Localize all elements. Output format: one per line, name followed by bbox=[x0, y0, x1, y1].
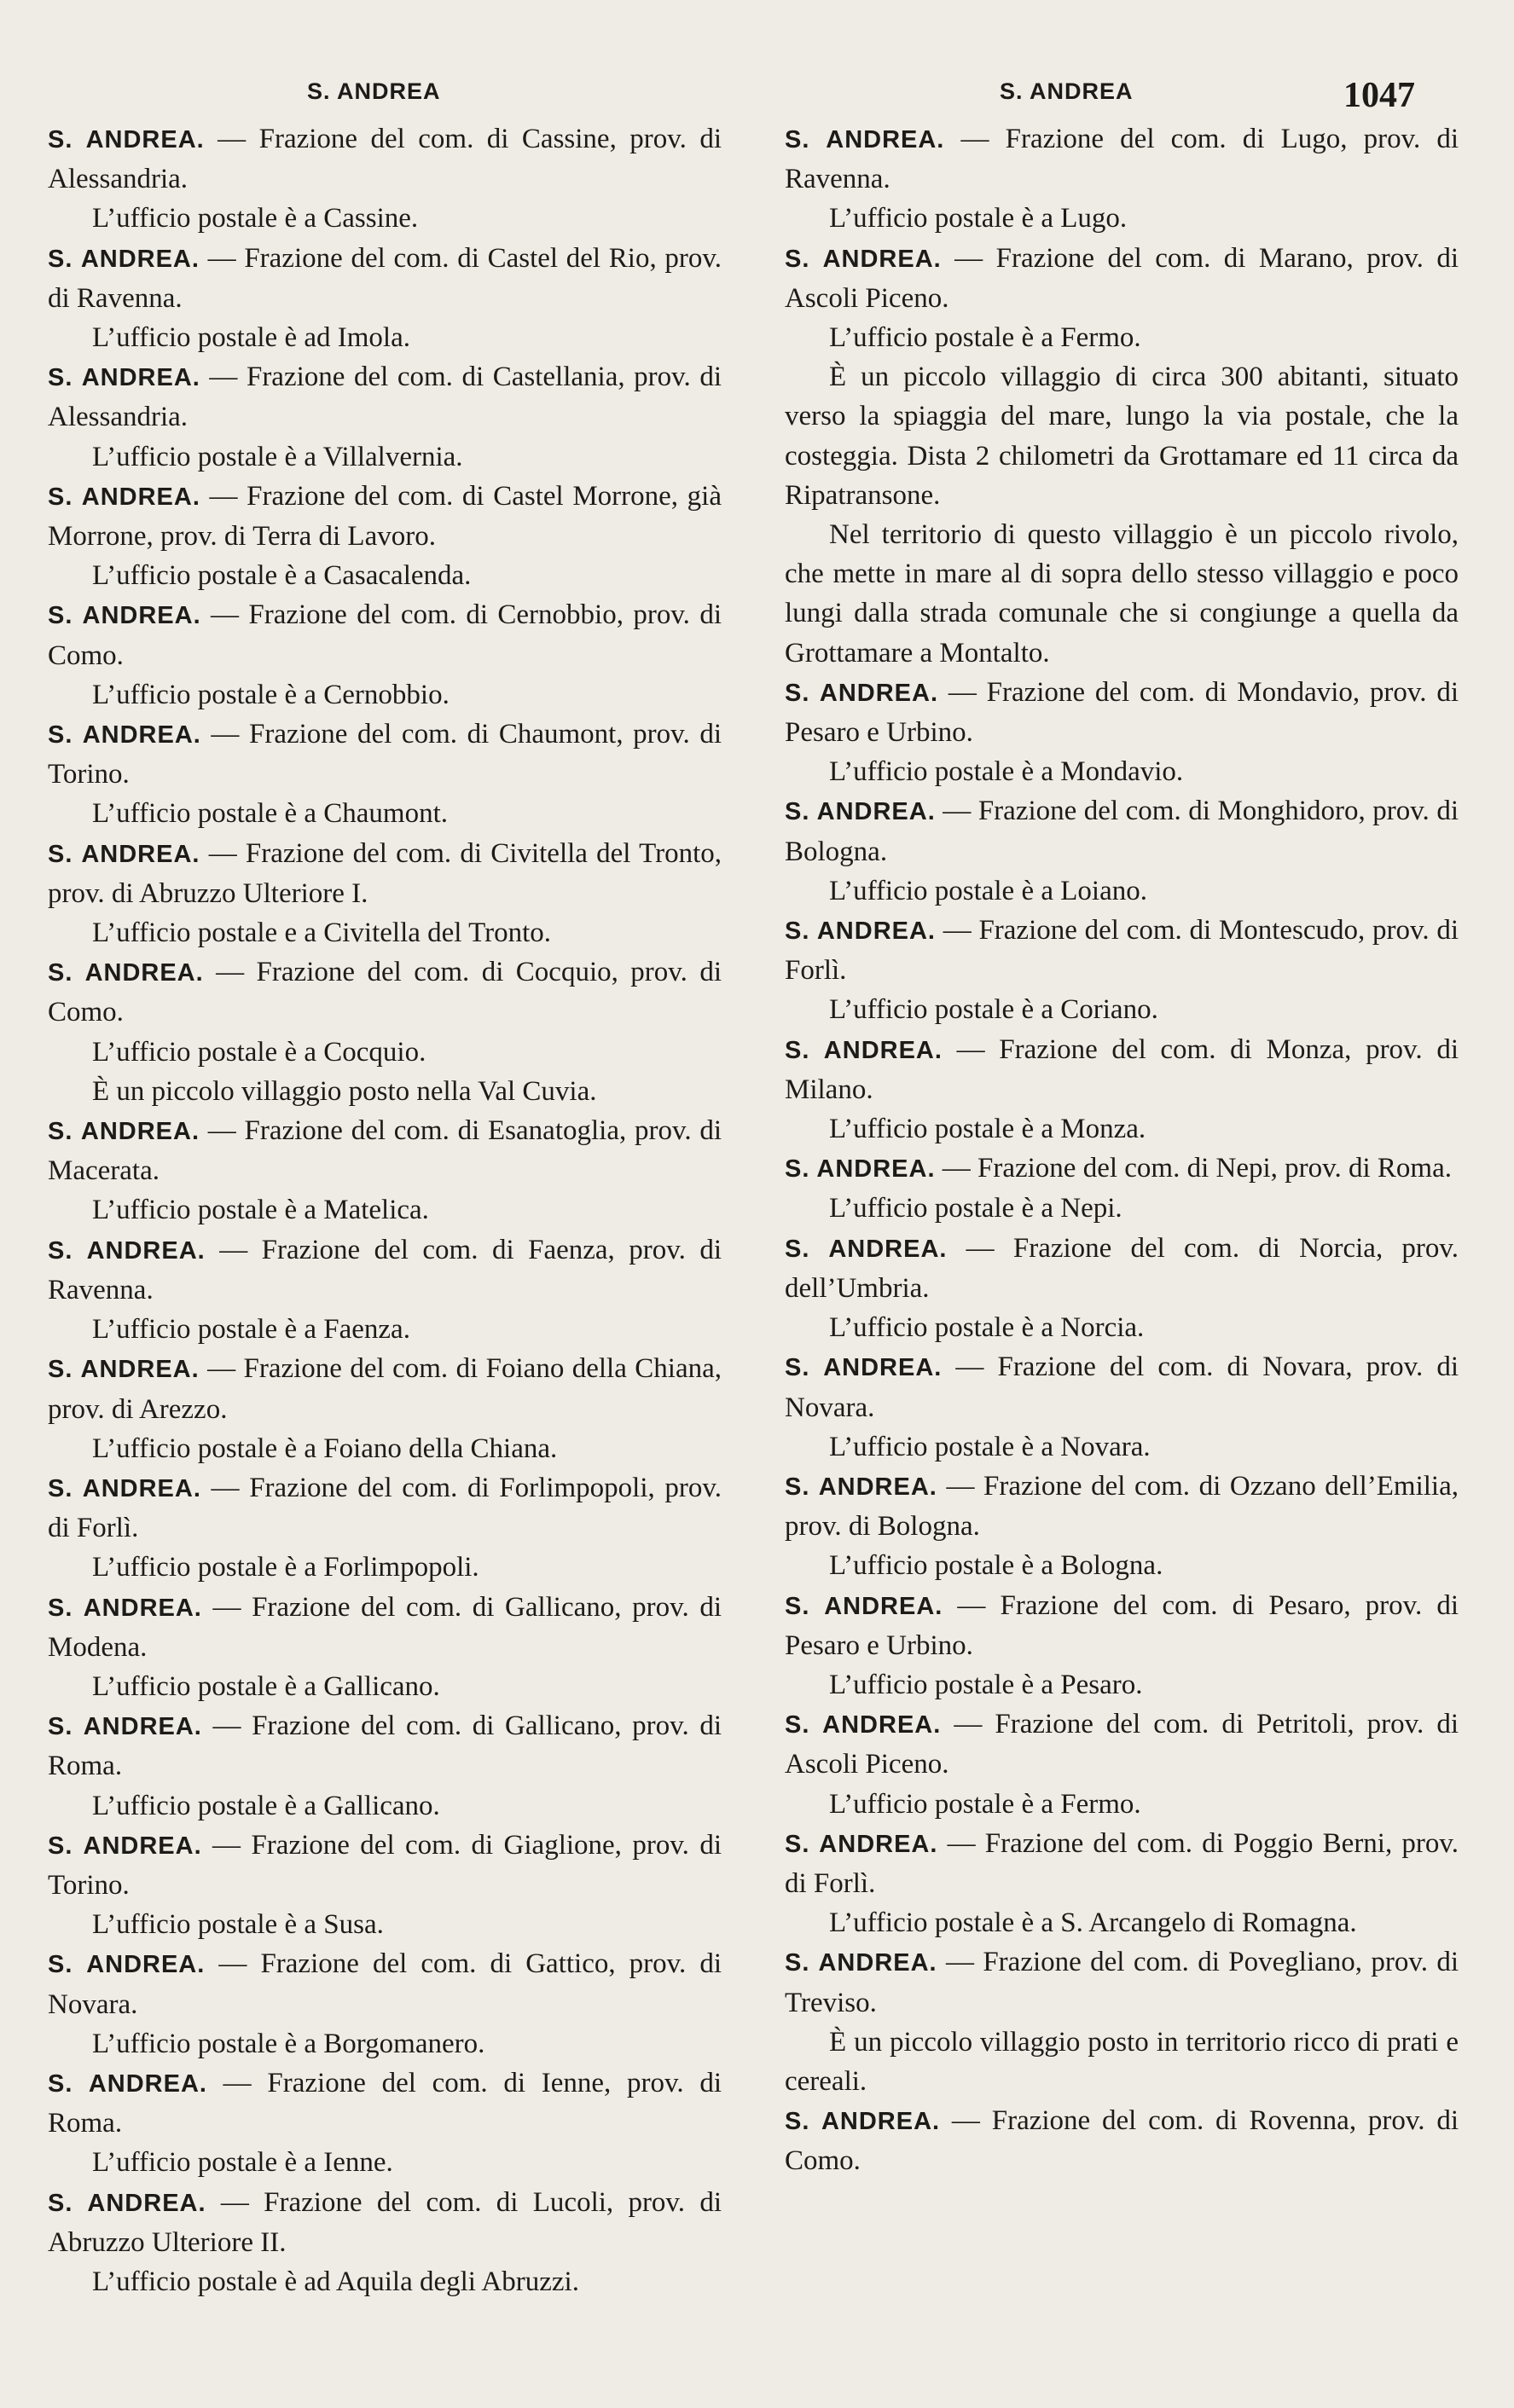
entry bbox=[48, 1349, 722, 1428]
entry-heading: S. ANDREA. bbox=[785, 126, 945, 153]
note-paragraph: L’ufficio postale è a Norcia. bbox=[829, 1312, 1145, 1344]
note-paragraph: L’ufficio postale è a Cernobbio. bbox=[92, 679, 450, 710]
entry-heading: S. ANDREA. bbox=[785, 2108, 941, 2136]
entry-text: — Frazione del com. di Povegliano, prov. di Treviso. bbox=[785, 1947, 1459, 2018]
entry bbox=[785, 791, 1459, 871]
entry bbox=[785, 1942, 1459, 2022]
entry-text: — Frazione del com. di Gattico, prov. di Novara. bbox=[48, 1948, 722, 2020]
entry bbox=[48, 1944, 722, 2023]
page-number: 1047 bbox=[1343, 76, 1415, 115]
entry-text: — Frazione del com. di Castel del Rio, prov. di Ravenna. bbox=[48, 242, 722, 314]
entry-text: — Frazione del com. di Monghidoro, prov. di Bologna. bbox=[785, 796, 1459, 867]
entry bbox=[785, 1467, 1459, 1546]
entry-heading: S. ANDREA. bbox=[785, 1830, 938, 1858]
entry-text: — Frazione del com. di Mondavio, prov. di Pesaro e Urbino. bbox=[785, 676, 1459, 749]
entry bbox=[785, 1347, 1459, 1427]
entry-text: — Frazione del com. di Rovenna, prov. di Como. bbox=[785, 2105, 1459, 2177]
note-paragraph: L’ufficio postale è a Coriano. bbox=[829, 994, 1158, 1026]
entry-text: — Frazione del com. di Castel Morrone, già Morrone, prov. di Terra di Lavoro. bbox=[48, 480, 722, 553]
note-paragraph: L’ufficio postale è a Forlimpopoli. bbox=[92, 1552, 479, 1583]
entry bbox=[785, 239, 1459, 318]
entry bbox=[48, 1111, 722, 1190]
entry-heading: S. ANDREA. bbox=[48, 721, 201, 750]
note-paragraph: L’ufficio postale è a Loiano. bbox=[829, 875, 1147, 906]
note-paragraph: L’ufficio postale è a Lugo. bbox=[829, 203, 1128, 234]
entry-text: — Frazione del com. di Foiano della Chiana, prov. di Arezzo. bbox=[48, 1353, 722, 1425]
entry-heading: S. ANDREA. bbox=[48, 483, 200, 511]
note-paragraph: Nel territorio di questo villaggio è un piccolo rivolo, che mette in mare al di sopra dello stesso villaggio e poco lungi dalla strada comunale che si congiunge a quella da Grottamare a Montalto. bbox=[785, 519, 1459, 669]
entry bbox=[48, 2064, 722, 2143]
entry bbox=[785, 673, 1459, 752]
entry bbox=[785, 911, 1459, 990]
entry-heading: S. ANDREA. bbox=[48, 1832, 202, 1860]
note-paragraph: L’ufficio postale è a Foiano della Chiana. bbox=[92, 1433, 558, 1464]
entry-text: — Frazione del com. di Norcia, prov. dell’Umbria. bbox=[785, 1232, 1459, 1304]
note-paragraph: L’ufficio postale è a Matelica. bbox=[92, 1195, 429, 1226]
entry-text: — Frazione del com. di Cernobbio, prov. di Como. bbox=[48, 599, 722, 671]
entry bbox=[48, 357, 722, 437]
entry-heading: S. ANDREA. bbox=[48, 1594, 202, 1622]
left-column bbox=[48, 119, 722, 2301]
entry-heading: S. ANDREA. bbox=[785, 1235, 948, 1263]
entry-text: — Frazione del com. di Giaglione, prov. di Torino. bbox=[48, 1829, 722, 1901]
note-paragraph: L’ufficio postale è a S. Arcangelo di Romagna. bbox=[829, 1907, 1357, 1939]
entry-heading: S. ANDREA. bbox=[48, 1356, 200, 1384]
entry-heading: S. ANDREA. bbox=[48, 2189, 206, 2217]
entry-heading: S. ANDREA. bbox=[785, 1155, 936, 1184]
note-paragraph: L’ufficio postale è a Susa. bbox=[92, 1909, 384, 1941]
entry-heading: S. ANDREA. bbox=[785, 1354, 943, 1382]
entry-text: — Frazione del com. di Ozzano dell’Emilia, prov. di Bologna. bbox=[785, 1470, 1459, 1543]
note-paragraph: L’ufficio postale è a Borgomanero. bbox=[92, 2028, 485, 2059]
entry bbox=[785, 1229, 1459, 1308]
entry-text: — Frazione del com. di Civitella del Tronto, prov. di Abruzzo Ulteriore I. bbox=[48, 837, 722, 909]
entry-text: — Frazione del com. di Novara, prov. di Novara. bbox=[785, 1352, 1459, 1423]
note-paragraph: È un piccolo villaggio di circa 300 abitanti, situato verso la spiaggia del mare, lungo la via postale, che la costeggia. Dista 2 chilometri da Grottamare ed 11 circa da Ripatransone. bbox=[785, 362, 1459, 511]
entry-text: — Frazione del com. di Monza, prov. di Milano. bbox=[785, 1033, 1459, 1105]
entry bbox=[785, 1824, 1459, 1903]
entry-heading: S. ANDREA. bbox=[785, 679, 939, 707]
entry bbox=[48, 1230, 722, 1310]
entry-heading: S. ANDREA. bbox=[785, 1592, 943, 1620]
entry-heading: S. ANDREA. bbox=[48, 1474, 201, 1502]
entry-heading: S. ANDREA. bbox=[785, 1473, 937, 1501]
entry-text: — Frazione del com. di Gallicano, prov. di Modena. bbox=[48, 1591, 722, 1663]
note-paragraph: L’ufficio postale e a Civitella del Tronto. bbox=[92, 917, 552, 949]
entry-text: — Frazione del com. di Petritoli, prov. di Ascoli Piceno. bbox=[785, 1709, 1459, 1780]
entry-heading: S. ANDREA. bbox=[48, 245, 200, 273]
note-paragraph: L’ufficio postale è ad Imola. bbox=[92, 322, 410, 354]
entry-heading: S. ANDREA. bbox=[48, 364, 200, 392]
entry bbox=[48, 1468, 722, 1548]
right-column bbox=[785, 119, 1459, 2181]
entry bbox=[48, 477, 722, 556]
entry-heading: S. ANDREA. bbox=[48, 1118, 200, 1146]
note-paragraph: L’ufficio postale è a Fermo. bbox=[829, 322, 1141, 354]
entry-text: — Frazione del com. di Lucoli, prov. di Abruzzo Ulteriore II. bbox=[48, 2186, 722, 2258]
note-paragraph: L’ufficio postale è a Cocquio. bbox=[92, 1036, 426, 1068]
note-paragraph: L’ufficio postale è a Monza. bbox=[829, 1114, 1146, 1145]
entry bbox=[48, 1588, 722, 1667]
entry-text: — Frazione del com. di Marano, prov. di Ascoli Piceno. bbox=[785, 242, 1459, 314]
entry-text: — Frazione del com. di Gallicano, prov. di Roma. bbox=[48, 1710, 722, 1782]
note-paragraph: L’ufficio postale è a Novara. bbox=[829, 1431, 1151, 1462]
note-paragraph: L’ufficio postale è a Pesaro. bbox=[829, 1669, 1143, 1700]
entry bbox=[785, 1586, 1459, 1665]
entry-heading: S. ANDREA. bbox=[785, 1949, 937, 1977]
note-paragraph: L’ufficio postale è a Faenza. bbox=[92, 1314, 410, 1346]
entry-text: — Frazione del com. di Forlimpopoli, prov. di Forlì. bbox=[48, 1472, 722, 1544]
entry bbox=[785, 1705, 1459, 1784]
entry bbox=[48, 239, 722, 318]
entry-heading: S. ANDREA. bbox=[785, 245, 942, 273]
entry-text: — Frazione del com. di Lugo, prov. di Ravenna. bbox=[785, 124, 1459, 195]
entry-text: — Frazione del com. di Castellania, prov. di Alessandria. bbox=[48, 362, 722, 433]
entry bbox=[785, 1149, 1459, 1189]
entry bbox=[48, 595, 722, 674]
note-paragraph: L’ufficio postale è a Nepi. bbox=[829, 1193, 1122, 1224]
entry-text: — Frazione del com. di Montescudo, prov. di Forlì. bbox=[785, 915, 1459, 987]
note-paragraph: L’ufficio postale è a Bologna. bbox=[829, 1550, 1163, 1582]
entry-text: — Frazione del com. di Nepi, prov. di Roma. bbox=[935, 1153, 1452, 1184]
entry-text: — Frazione del com. di Chaumont, prov. di Torino. bbox=[48, 719, 722, 790]
note-paragraph: È un piccolo villaggio posto in territorio ricco di prati e cereali. bbox=[785, 2026, 1459, 2097]
entry bbox=[48, 2183, 722, 2262]
note-paragraph: L’ufficio postale è a Chaumont. bbox=[92, 798, 448, 830]
note-paragraph: L’ufficio postale è ad Aquila degli Abruzzi. bbox=[92, 2266, 579, 2297]
note-paragraph: L’ufficio postale è a Ienne. bbox=[92, 2147, 393, 2179]
entry-heading: S. ANDREA. bbox=[48, 1713, 202, 1741]
running-head-left: S. ANDREA bbox=[307, 78, 441, 104]
entry bbox=[48, 834, 722, 913]
entry-heading: S. ANDREA. bbox=[48, 2069, 207, 2098]
entry-heading: S. ANDREA. bbox=[785, 917, 936, 946]
entry bbox=[48, 1706, 722, 1786]
note-paragraph: L’ufficio postale è a Casacalenda. bbox=[92, 560, 472, 592]
entry-text: — Frazione del com. di Ienne, prov. di Roma. bbox=[48, 2067, 722, 2139]
entry bbox=[785, 2101, 1459, 2180]
note-paragraph: L’ufficio postale è a Fermo. bbox=[829, 1788, 1141, 1820]
entry-heading: S. ANDREA. bbox=[48, 602, 201, 630]
note-paragraph: È un piccolo villaggio posto nella Val Cuvia. bbox=[92, 1075, 597, 1107]
entry-text: — Frazione del com. di Cocquio, prov. di Como. bbox=[48, 957, 722, 1028]
note-paragraph: L’ufficio postale è a Mondavio. bbox=[829, 756, 1184, 788]
entry-heading: S. ANDREA. bbox=[785, 1036, 943, 1064]
page-header bbox=[0, 75, 1514, 118]
note-paragraph: L’ufficio postale è a Gallicano. bbox=[92, 1670, 440, 1702]
entry bbox=[48, 715, 722, 794]
running-head-right: S. ANDREA bbox=[1000, 78, 1134, 104]
entry-heading: S. ANDREA. bbox=[48, 1951, 206, 1979]
entry bbox=[785, 119, 1459, 199]
entry-heading: S. ANDREA. bbox=[48, 959, 204, 987]
entry bbox=[48, 1826, 722, 1905]
entry bbox=[785, 1030, 1459, 1109]
entry-heading: S. ANDREA. bbox=[48, 1236, 206, 1265]
entry bbox=[48, 119, 722, 199]
entry-heading: S. ANDREA. bbox=[785, 798, 936, 826]
entry-text: — Frazione del com. di Cassine, prov. di Alessandria. bbox=[48, 124, 722, 195]
entry-heading: S. ANDREA. bbox=[785, 1711, 942, 1739]
entry-text: — Frazione del com. di Pesaro, prov. di Pesaro e Urbino. bbox=[785, 1589, 1459, 1661]
entry-text: — Frazione del com. di Poggio Berni, prov. di Forlì. bbox=[785, 1827, 1459, 1899]
note-paragraph: L’ufficio postale è a Cassine. bbox=[92, 203, 419, 234]
note-paragraph: L’ufficio postale è a Villalvernia. bbox=[92, 441, 463, 472]
entry-heading: S. ANDREA. bbox=[48, 840, 200, 868]
note-paragraph: L’ufficio postale è a Gallicano. bbox=[92, 1790, 440, 1821]
entry-text: — Frazione del com. di Esanatoglia, prov. di Macerata. bbox=[48, 1115, 722, 1187]
entry-heading: S. ANDREA. bbox=[48, 126, 205, 153]
entry-text: — Frazione del com. di Faenza, prov. di Ravenna. bbox=[48, 1234, 722, 1305]
entry bbox=[48, 952, 722, 1032]
